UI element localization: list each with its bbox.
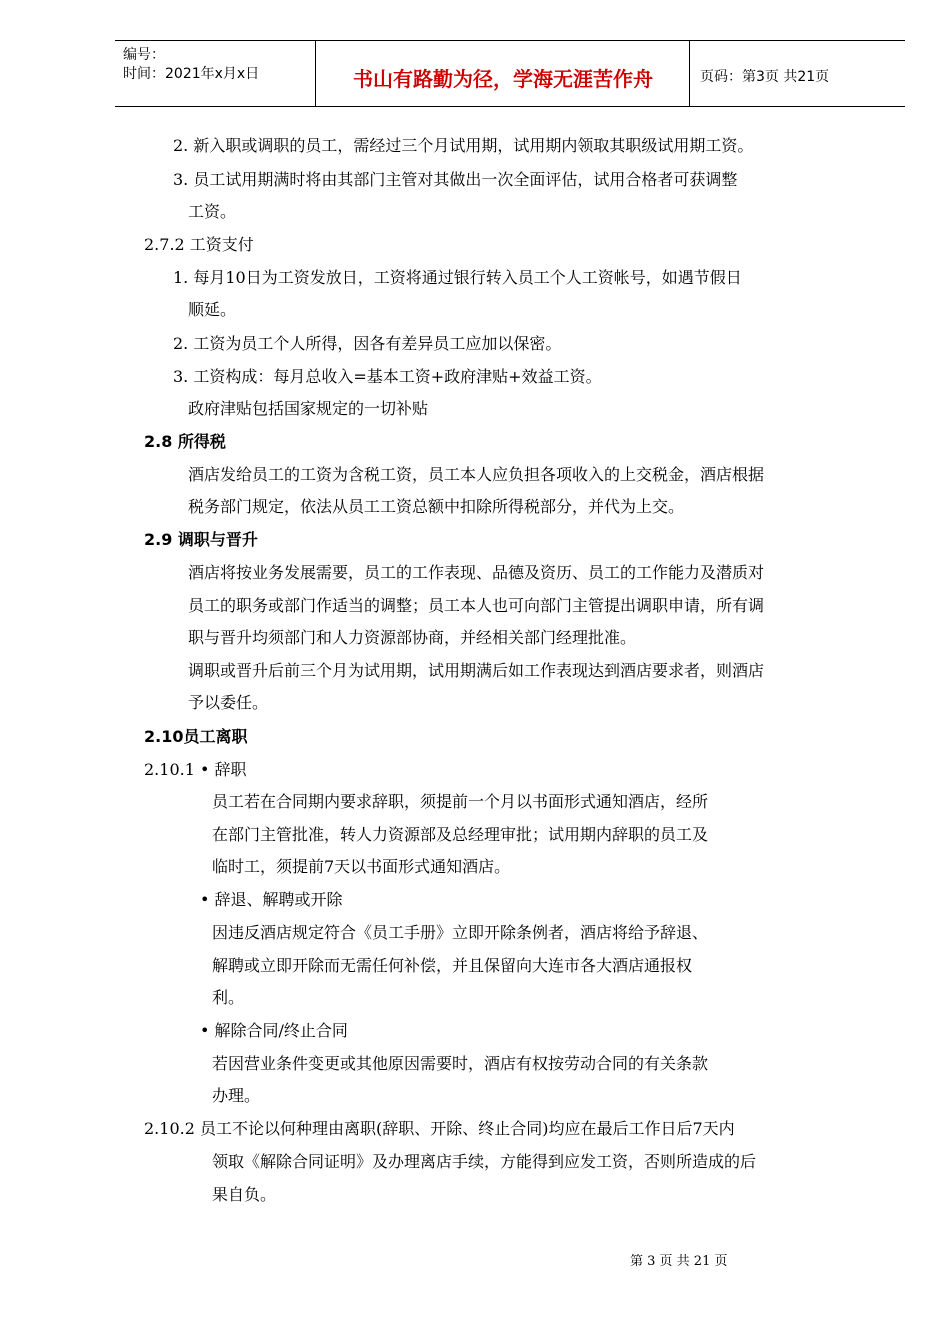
text-line: 工资。: [188, 202, 237, 221]
page-header: [115, 40, 905, 107]
text-line: 3. 工资构成：每月总收入=基本工资+政府津贴+效益工资。: [173, 367, 602, 386]
bullet-heading: • 辞退、解聘或开除: [200, 890, 343, 909]
text-line: 2.10.2 员工不论以何种理由离职(辞职、开除、终止合同)均应在最后工作日后7天内: [144, 1119, 735, 1138]
page-footer: 第 3 页 共 21 页: [630, 1254, 728, 1269]
bullet-heading: • 解除合同/终止合同: [200, 1021, 348, 1040]
text-line: 果自负。: [212, 1185, 277, 1204]
text-line: 员工若在合同期内要求辞职，须提前一个月以书面形式通知酒店，经所: [212, 792, 709, 811]
text-line: 若因营业条件变更或其他原因需要时，酒店有权按劳动合同的有关条款: [212, 1054, 709, 1073]
text-line: 利。: [212, 988, 245, 1007]
header-page-info: 页码：第3页 共21页: [700, 69, 830, 85]
document-date-label: 时间：2021年x月x日: [123, 66, 260, 82]
text-line: 酒店将按业务发展需要，员工的工作表现、品德及资历、员工的工作能力及潜质对: [188, 563, 765, 582]
section-heading: 2.9 调职与晋升: [144, 530, 258, 549]
text-line: 1. 每月10日为工资发放日，工资将通过银行转入员工个人工资帐号，如遇节假日: [173, 268, 742, 287]
text-line: 职与晋升均须部门和人力资源部协商，并经相关部门经理批准。: [188, 628, 637, 647]
header-meta-cell: [115, 41, 316, 107]
text-line: 领取《解除合同证明》及办理离店手续，方能得到应发工资，否则所造成的后: [212, 1152, 757, 1171]
header-motto: 书山有路勤为径，学海无涯苦作舟: [353, 67, 653, 91]
text-line: 顺延。: [188, 300, 237, 319]
document-number-label: 编号：: [123, 47, 165, 63]
text-line: 政府津贴包括国家规定的一切补贴: [188, 399, 429, 418]
header-page-cell: [690, 41, 905, 107]
text-line: 员工的职务或部门作适当的调整；员工本人也可向部门主管提出调职申请，所有调: [188, 596, 765, 615]
section-heading: 2.10.1 • 辞职: [144, 760, 247, 779]
text-line: 在部门主管批准，转人力资源部及总经理审批；试用期内辞职的员工及: [212, 825, 709, 844]
text-line: 2. 新入职或调职的员工，需经过三个月试用期，试用期内领取其职级试用期工资。: [173, 136, 754, 155]
text-line: 调职或晋升后前三个月为试用期，试用期满后如工作表现达到酒店要求者，则酒店: [188, 661, 765, 680]
text-line: 解聘或立即开除而无需任何补偿，并且保留向大连市各大酒店通报权: [212, 956, 693, 975]
text-line: 酒店发给员工的工资为含税工资，员工本人应负担各项收入的上交税金，酒店根据: [188, 465, 765, 484]
text-line: 2. 工资为员工个人所得，因各有差异员工应加以保密。: [173, 334, 562, 353]
text-line: 税务部门规定，依法从员工工资总额中扣除所得税部分，并代为上交。: [188, 497, 685, 516]
section-heading: 2.8 所得税: [144, 432, 226, 451]
text-line: 因违反酒店规定符合《员工手册》立即开除条例者，酒店将给予辞退、: [212, 923, 709, 942]
section-heading: 2.7.2 工资支付: [144, 235, 254, 254]
text-line: 办理。: [212, 1086, 261, 1105]
text-line: 3. 员工试用期满时将由其部门主管对其做出一次全面评估，试用合格者可获调整: [173, 170, 738, 189]
section-heading: 2.10员工离职: [144, 727, 248, 746]
text-line: 予以委任。: [188, 693, 269, 712]
header-motto-cell: [316, 41, 690, 107]
text-line: 临时工，须提前7天以书面形式通知酒店。: [212, 857, 511, 876]
